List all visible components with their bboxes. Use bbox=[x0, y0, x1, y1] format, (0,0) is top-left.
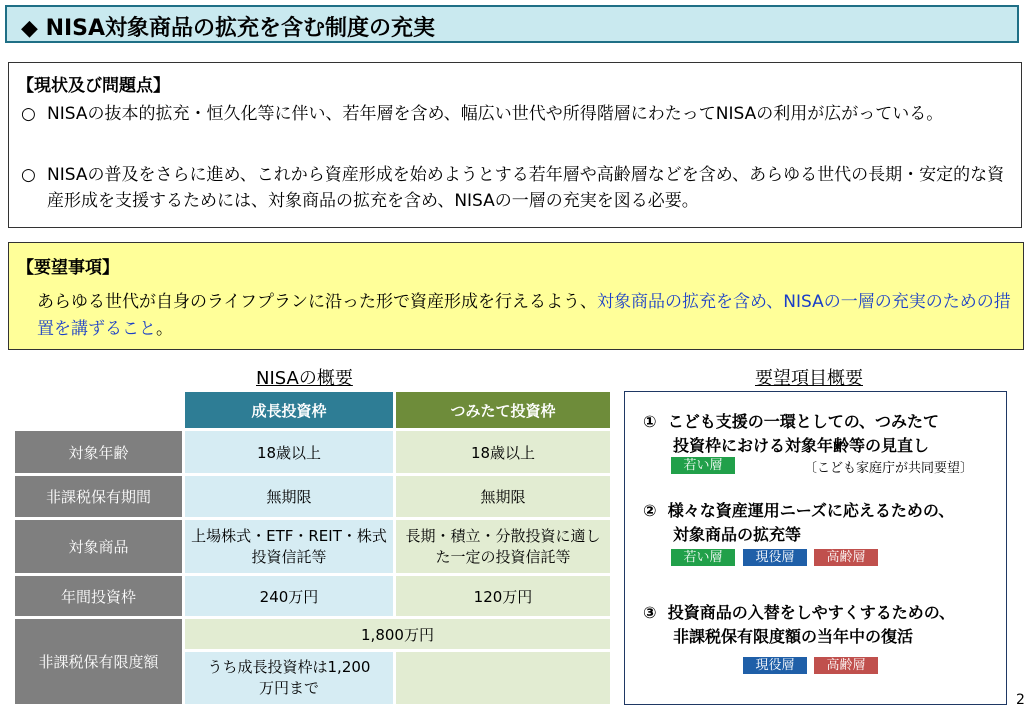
tag-young: 若い層 bbox=[671, 549, 735, 566]
request-text-end: 。 bbox=[156, 319, 173, 339]
cell-annual-growth: 240万円 bbox=[185, 576, 393, 616]
request-item-2 bbox=[643, 499, 954, 547]
row-header-products: 対象商品 bbox=[15, 520, 182, 573]
page-number: 2 bbox=[1016, 692, 1025, 708]
tag-young: 若い層 bbox=[671, 457, 735, 474]
nisa-overview-title: NISAの概要 bbox=[256, 368, 353, 389]
item-line: 様々な資産運用ニーズに応えるための、 bbox=[667, 501, 955, 520]
cell-products-growth: 上場株式・ETF・REIT・株式投資信託等 bbox=[185, 520, 393, 573]
cell-limit-empty bbox=[396, 652, 610, 704]
cell-annual-tsumitate: 120万円 bbox=[396, 576, 610, 616]
requests-overview-title: 要望項目概要 bbox=[755, 368, 863, 389]
cell-period-tsumitate: 無期限 bbox=[396, 476, 610, 517]
cell-age-tsumitate: 18歳以上 bbox=[396, 431, 610, 473]
item-line: こども支援の一環としての、つみたて bbox=[667, 412, 940, 431]
item-number: ② bbox=[643, 501, 657, 520]
nisa-overview-table bbox=[12, 389, 613, 707]
col-header-growth: 成長投資枠 bbox=[185, 392, 393, 428]
request-item-3 bbox=[643, 601, 955, 649]
issue-text-2: NISAの普及をさらに進め、これから資産形成を始めようとする若年層や高齢層などを含め、あらゆる世代の長期・安定的な資産形成を支援するためには、対象商品の拡充を含め、NISAの一層の充実を図る必要。 bbox=[47, 165, 1005, 211]
joint-request-note: 〔こども家庭庁が共同要望〕 bbox=[804, 461, 974, 476]
item-line: 対象商品の拡充等 bbox=[673, 525, 802, 544]
item-number: ③ bbox=[643, 603, 657, 622]
cell-limit-growth-sub: うち成長投資枠は1,200万円まで bbox=[185, 652, 393, 704]
request-highlight: 対象商品の拡充を含め、NISAの一層の充実のための措置を講ずること bbox=[37, 292, 1011, 339]
cell-products-tsumitate: 長期・積立・分散投資に適した一定の投資信託等 bbox=[396, 520, 610, 573]
requests-overview-box bbox=[624, 391, 1007, 705]
issue-item-2 bbox=[21, 162, 1006, 214]
request-body bbox=[37, 289, 1012, 343]
item-number: ① bbox=[643, 412, 657, 431]
cell-period-growth: 無期限 bbox=[185, 476, 393, 517]
item-line: 投資商品の入替をしやすくするための、 bbox=[667, 603, 956, 622]
issue-text-1: NISAの抜本的拡充・恒久化等に伴い、若年層を含め、幅広い世代や所得階層にわたってNISAの利用が広がっている。 bbox=[47, 104, 944, 124]
current-issues-heading: 【現状及び問題点】 bbox=[17, 76, 170, 96]
item-line: 非課税保有限度額の当年中の復活 bbox=[673, 627, 914, 646]
item-line: 投資枠における対象年齢等の見直し bbox=[673, 436, 930, 455]
bullet-circle: ○ bbox=[21, 165, 36, 185]
page-title: ◆ NISA対象商品の拡充を含む制度の充実 bbox=[21, 16, 436, 41]
bullet-circle: ○ bbox=[21, 104, 36, 124]
tag-elderly: 高齢層 bbox=[814, 657, 878, 674]
issue-item-1 bbox=[21, 101, 1006, 127]
page-title-bar bbox=[5, 5, 1019, 43]
cell-limit-total: 1,800万円 bbox=[185, 619, 610, 649]
row-header-period: 非課税保有期間 bbox=[15, 476, 182, 517]
current-issues-box bbox=[8, 62, 1022, 228]
request-item-1 bbox=[643, 410, 939, 458]
row-header-annual: 年間投資枠 bbox=[15, 576, 182, 616]
row-header-age: 対象年齢 bbox=[15, 431, 182, 473]
table-corner bbox=[15, 392, 182, 428]
row-header-limit: 非課税保有限度額 bbox=[15, 619, 182, 704]
tag-elderly: 高齢層 bbox=[814, 549, 878, 566]
request-text: あらゆる世代が自身のライフプランに沿った形で資産形成を行えるよう、 bbox=[37, 292, 597, 312]
col-header-tsumitate: つみたて投資枠 bbox=[396, 392, 610, 428]
cell-age-growth: 18歳以上 bbox=[185, 431, 393, 473]
request-box bbox=[8, 242, 1024, 350]
tag-working: 現役層 bbox=[743, 549, 807, 566]
request-heading: 【要望事項】 bbox=[17, 258, 119, 278]
tag-working: 現役層 bbox=[743, 657, 807, 674]
